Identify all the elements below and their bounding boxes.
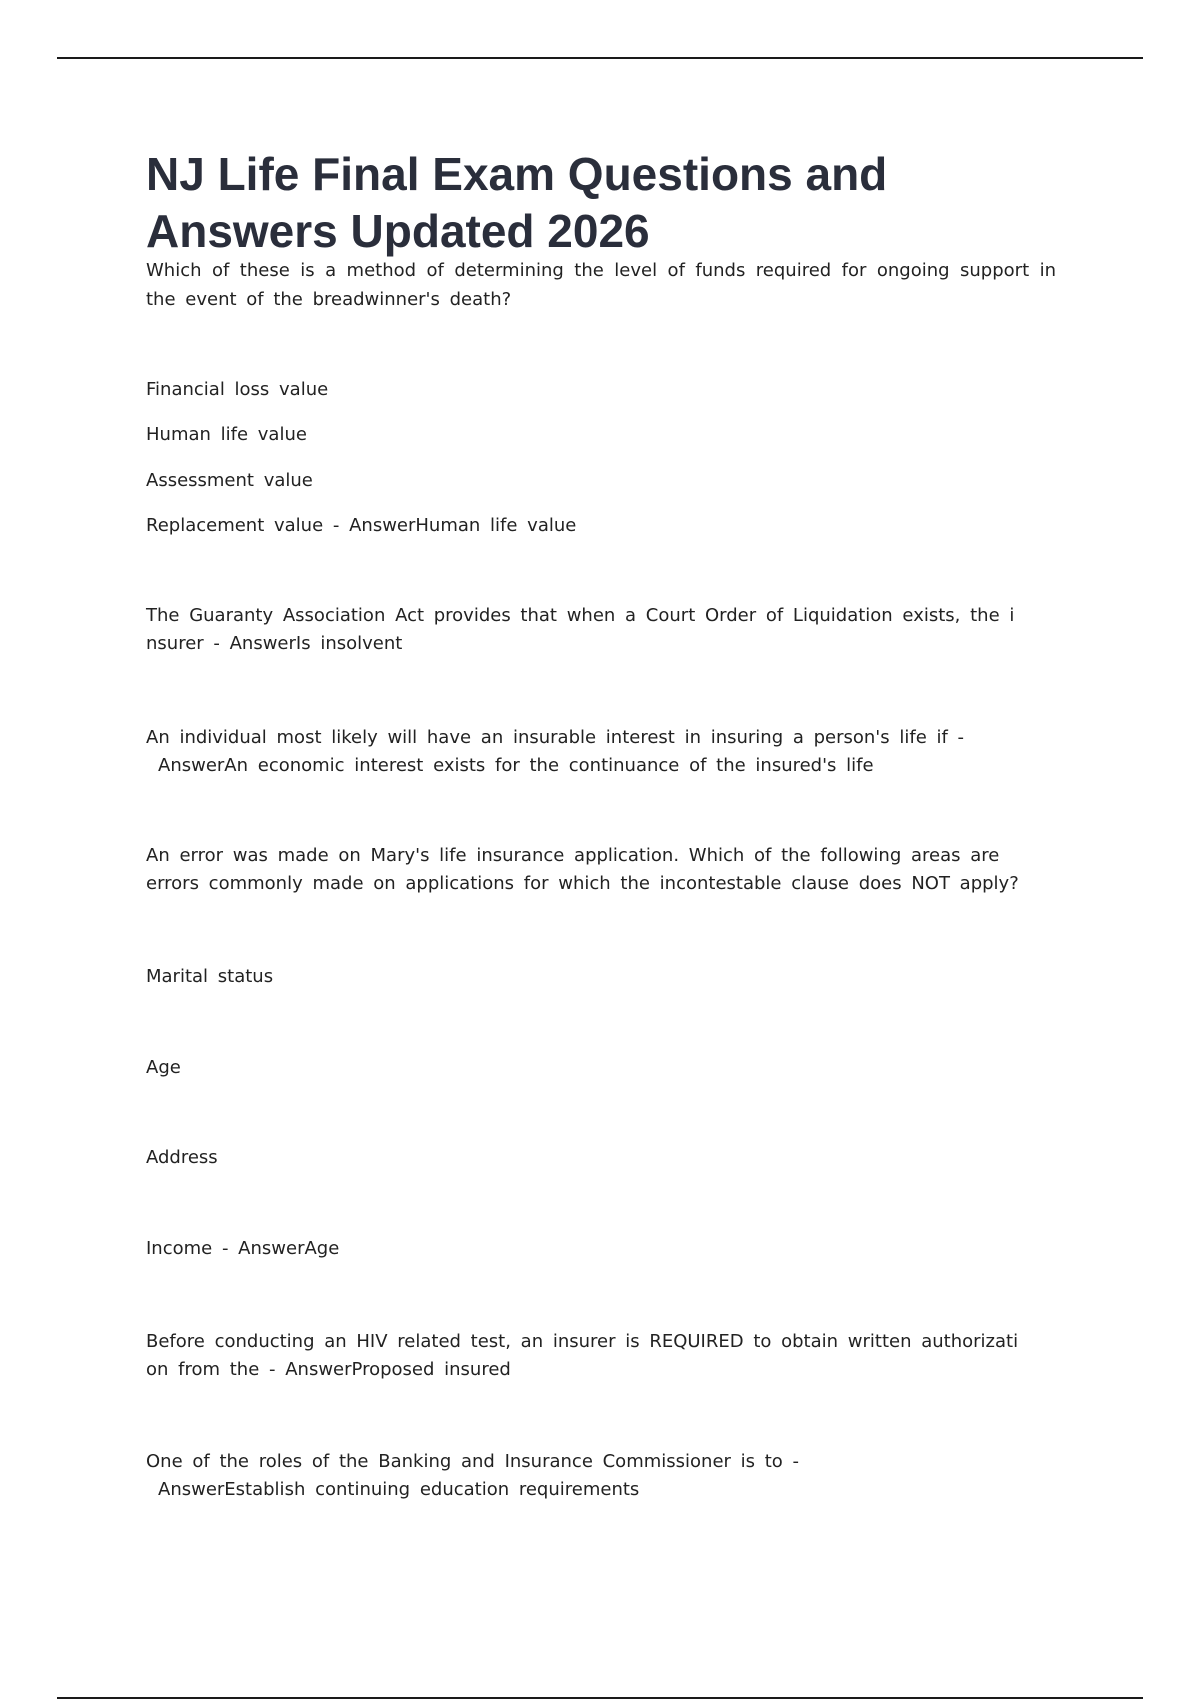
q1-option-2: Human life value [146, 424, 307, 445]
q1-option-3: Assessment value [146, 470, 313, 491]
q4-option-1: Marital status [146, 966, 274, 987]
q2-line-2: nsurer - AnswerIs insolvent [146, 633, 403, 654]
top-rule [57, 57, 1143, 59]
document-title [146, 146, 1056, 260]
title-line-2: Answers Updated 2026 [146, 205, 650, 257]
q1-option-1: Financial loss value [146, 379, 329, 400]
q5-line-2: on from the - AnswerProposed insured [146, 1359, 511, 1380]
question-1: Which of these is a method of determining the level of funds required for ongoing support in the event of the breadwinner's death? [146, 260, 1056, 310]
q3-line-1: An individual most likely will have an insurable interest in insuring a person's life if - [146, 727, 965, 748]
question-6 [146, 1448, 1056, 1504]
bottom-rule [57, 1697, 1143, 1699]
q4-line-2: errors commonly made on applications for which the incontestable clause does NOT apply? [146, 873, 1019, 894]
question-4 [146, 842, 1056, 898]
q2-line-1: The Guaranty Association Act provides that when a Court Order of Liquidation exists, the i [146, 605, 1015, 626]
document-header [146, 146, 1056, 260]
question-3 [146, 724, 1056, 780]
q4-option-4-answer: Income - AnswerAge [146, 1238, 340, 1259]
q4-line-1: An error was made on Mary's life insurance application. Which of the following areas are [146, 845, 1000, 866]
q1-option-4-answer: Replacement value - AnswerHuman life value [146, 515, 577, 536]
question-5 [146, 1328, 1056, 1384]
q6-line-2: AnswerEstablish continuing education requirements [158, 1479, 640, 1500]
title-line-1: NJ Life Final Exam Questions and [146, 148, 888, 200]
q3-line-2: AnswerAn economic interest exists for the continuance of the insured's life [158, 755, 874, 776]
q4-option-2: Age [146, 1057, 181, 1078]
q4-option-3: Address [146, 1147, 218, 1168]
question-2 [146, 602, 1056, 658]
q5-line-1: Before conducting an HIV related test, an insurer is REQUIRED to obtain written authorizati [146, 1331, 1019, 1352]
q6-line-1: One of the roles of the Banking and Insurance Commissioner is to - [146, 1451, 800, 1472]
